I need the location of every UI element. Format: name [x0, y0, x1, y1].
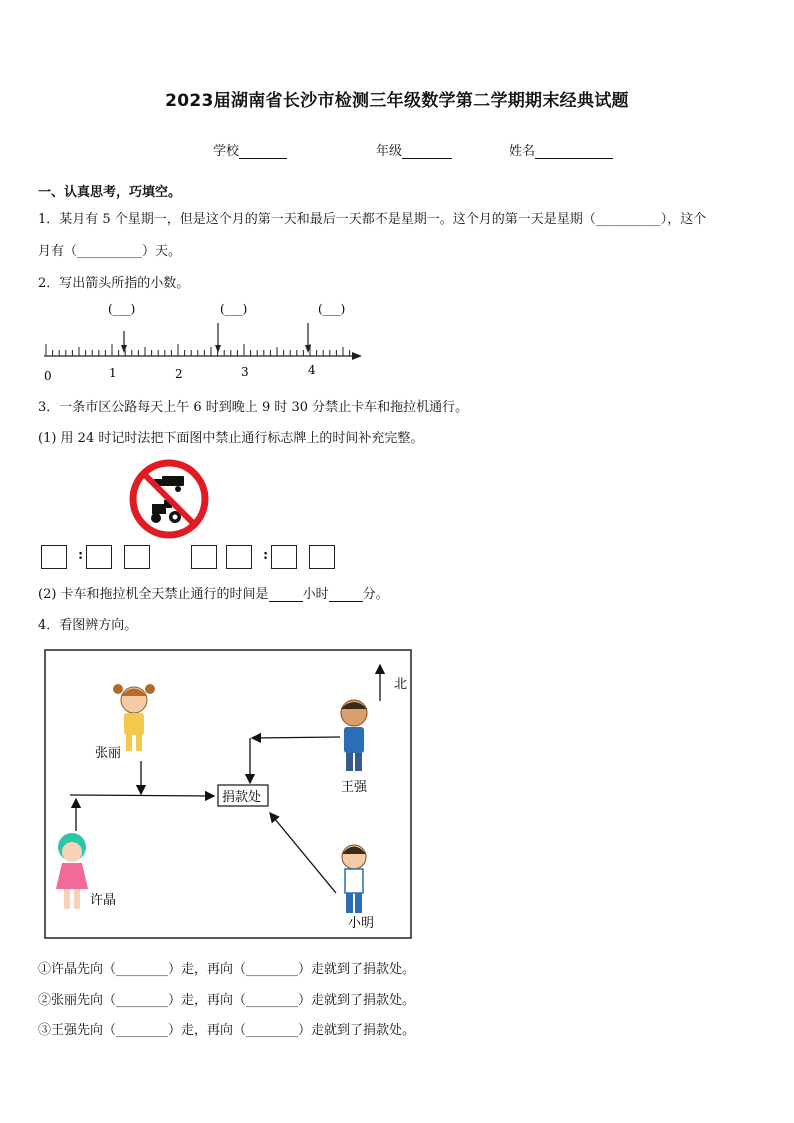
- hours-blank[interactable]: [269, 588, 303, 602]
- name-label: 姓名: [509, 144, 536, 159]
- grade-blank[interactable]: [402, 144, 452, 159]
- section-heading: 一、认真思考，巧填空。: [38, 185, 182, 200]
- name-field[interactable]: [509, 140, 613, 159]
- part-2-text-a: (2) 卡车和拖拉机全天禁止通行的时间是: [38, 587, 269, 602]
- number-line: [36, 298, 376, 388]
- question-3-text: 3．一条市区公路每天上午 6 时到晚上 9 时 30 分禁止卡车和拖拉机通行。: [38, 400, 469, 415]
- no-truck-tractor-sign: [128, 458, 210, 540]
- grade-field[interactable]: [376, 140, 452, 159]
- tick-label-1: 1: [109, 366, 117, 380]
- answer-1: ①许晶先向（________）走，再向（________）走就到了捐款处。: [38, 962, 416, 977]
- tick-label-2: 2: [175, 367, 183, 381]
- time-box-2[interactable]: [86, 545, 112, 569]
- time-box-7[interactable]: [309, 545, 335, 569]
- donation-point-label: 捐款处: [222, 790, 262, 805]
- time-colon-1: :: [78, 547, 84, 563]
- question-4-text: 4．看图辨方向。: [38, 618, 138, 633]
- north-label: 北: [394, 677, 408, 692]
- arrow-2-head: [215, 345, 221, 353]
- question-1-line-2: 月有（__________）天。: [38, 244, 182, 259]
- direction-map: [44, 649, 414, 941]
- time-colon-2: :: [263, 547, 269, 563]
- tick-label-4: 4: [308, 363, 316, 377]
- blank-2[interactable]: (___): [220, 302, 248, 316]
- part-2-text-b: 小时: [302, 587, 329, 602]
- arrow-1-head: [121, 345, 127, 353]
- school-field[interactable]: [213, 140, 287, 159]
- time-box-1[interactable]: [41, 545, 67, 569]
- time-box-6[interactable]: [271, 545, 297, 569]
- answer-2: ②张丽先向（________）走，再向（________）走就到了捐款处。: [38, 993, 416, 1008]
- blank-3[interactable]: (___): [318, 302, 346, 316]
- time-box-3[interactable]: [124, 545, 150, 569]
- school-blank[interactable]: [239, 144, 287, 159]
- number-line-ticks: [46, 344, 350, 356]
- grade-label: 年级: [376, 144, 403, 159]
- part-2-text-c: 分。: [362, 587, 389, 602]
- tick-label-3: 3: [241, 365, 249, 379]
- tick-labels: [44, 363, 316, 383]
- answer-3: ③王强先向（________）走，再向（________）走就到了捐款处。: [38, 1023, 416, 1038]
- question-3-part-1: (1) 用 24 时记时法把下面图中禁止通行标志牌上的时间补充完整。: [38, 431, 424, 446]
- xiaoming-label: 小明: [348, 916, 375, 931]
- tick-label-0: 0: [44, 369, 52, 383]
- question-3-part-2: [38, 583, 389, 602]
- minutes-blank[interactable]: [329, 588, 363, 602]
- name-blank[interactable]: [535, 144, 613, 159]
- time-box-4[interactable]: [191, 545, 217, 569]
- question-1-line-1: 1．某月有 5 个星期一，但是这个月的第一天和最后一天都不是星期一。这个月的第一天是星期（__________），这个: [38, 212, 707, 227]
- wangqiang-label: 王强: [341, 780, 368, 795]
- time-box-5[interactable]: [226, 545, 252, 569]
- blank-1[interactable]: (___): [108, 302, 136, 316]
- question-2-text: 2．写出箭头所指的小数。: [38, 276, 190, 291]
- xujing-label: 许晶: [90, 893, 117, 908]
- zhangli-label: 张丽: [95, 746, 122, 761]
- number-line-arrowhead: [352, 352, 362, 360]
- school-label: 学校: [213, 144, 240, 159]
- page-title: 2023届湖南省长沙市检测三年级数学第二学期期末经典试题: [165, 91, 629, 111]
